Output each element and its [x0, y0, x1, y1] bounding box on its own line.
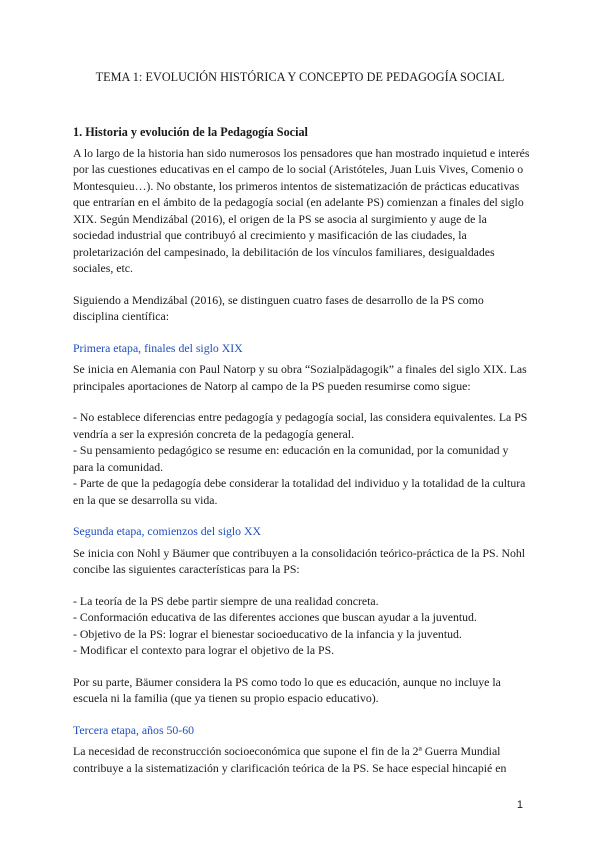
- stage1-bullet: - Su pensamiento pedagógico se resume en: educación en la comunidad, por la comunidad y para la comunidad.: [73, 443, 509, 474]
- stage3-heading: Tercera etapa, años 50-60: [73, 722, 195, 737]
- stage2-bullet: - Modificar el contexto para lograr el objetivo de la PS.: [73, 643, 335, 657]
- document-body: [73, 124, 531, 776]
- intro-paragraph: A lo largo de la historia han sido numerosos los pensadores que han mostrado inquietud e interés por las cuestiones educativas en el campo de lo social (Aristóteles, Juan Luis Vives, Comenio o Montesquieu…). No obstante, los primeros intentos de sistematización de prácticas educativas que entrarían en el ámbito de la pedagogía social (en adelante PS) comienzan a finales del siglo XIX. Según Mendizábal (2016), el origen de la PS se asocia al surgimiento y auge de la sociedad industrial que contribuyó al crecimiento y masificación de las ciudades, la proletarización del campesinado, la debilitación de los vínculos familiares, desigualdades sociales, etc.: [73, 145, 530, 275]
- page-number: 1: [516, 799, 523, 811]
- stage2-closing-paragraph: Por su parte, Bäumer considera la PS como todo lo que es educación, aunque no incluye la escuela ni la familia (que ya tienen su propio espacio educativo).: [73, 674, 501, 705]
- document-title: TEMA 1: EVOLUCIÓN HISTÓRICA Y CONCEPTO DE PEDAGOGÍA SOCIAL: [95, 70, 505, 84]
- stage1-bullet: - No establece diferencias entre pedagogía y pedagogía social, las considera equivalentes. La PS vendría a ser la expresión concreta de la pedagogía general.: [73, 410, 528, 441]
- stage2-bullet: - La teoría de la PS debe partir siempre de una realidad concreta.: [73, 593, 379, 608]
- section-heading: 1. Historia y evolución de la Pedagogía Social: [73, 125, 308, 139]
- stage1-bullet: - Parte de que la pedagogía debe considerar la totalidad del individuo y la totalidad de la cultura en la que se desarrolla su vida.: [73, 476, 526, 507]
- stage1-paragraph: Se inicia en Alemania con Paul Natorp y su obra “Sozialpädagogik” a finales del siglo XIX. Las principales aportaciones de Natorp al campo de la PS pueden resumirse como sigue:: [73, 362, 527, 393]
- stage2-bullet: - Conformación educativa de las diferentes acciones que buscan ayudar a la juventud.: [73, 610, 477, 624]
- stage1-heading: Primera etapa, finales del siglo XIX: [73, 340, 243, 355]
- stage2-bullet: - Objetivo de la PS: lograr el bienestar socioeducativo de la infancia y la juventud.: [73, 626, 462, 641]
- stage2-paragraph: Se inicia con Nohl y Bäumer que contribuyen a la consolidación teórico-práctica de la PS. Nohl concibe las siguientes características para la PS:: [73, 545, 526, 576]
- phases-intro-paragraph: Siguiendo a Mendizábal (2016), se distinguen cuatro fases de desarrollo de la PS como disciplina científica:: [73, 292, 484, 323]
- stage2-heading: Segunda etapa, comienzos del siglo XX: [73, 524, 262, 538]
- stage3-paragraph: La necesidad de reconstrucción socioeconómica que supone el fin de la 2ª Guerra Mundial contribuye a la sistematización y clarificación teórica de la PS. Se hace especial hincapié en: [73, 744, 507, 775]
